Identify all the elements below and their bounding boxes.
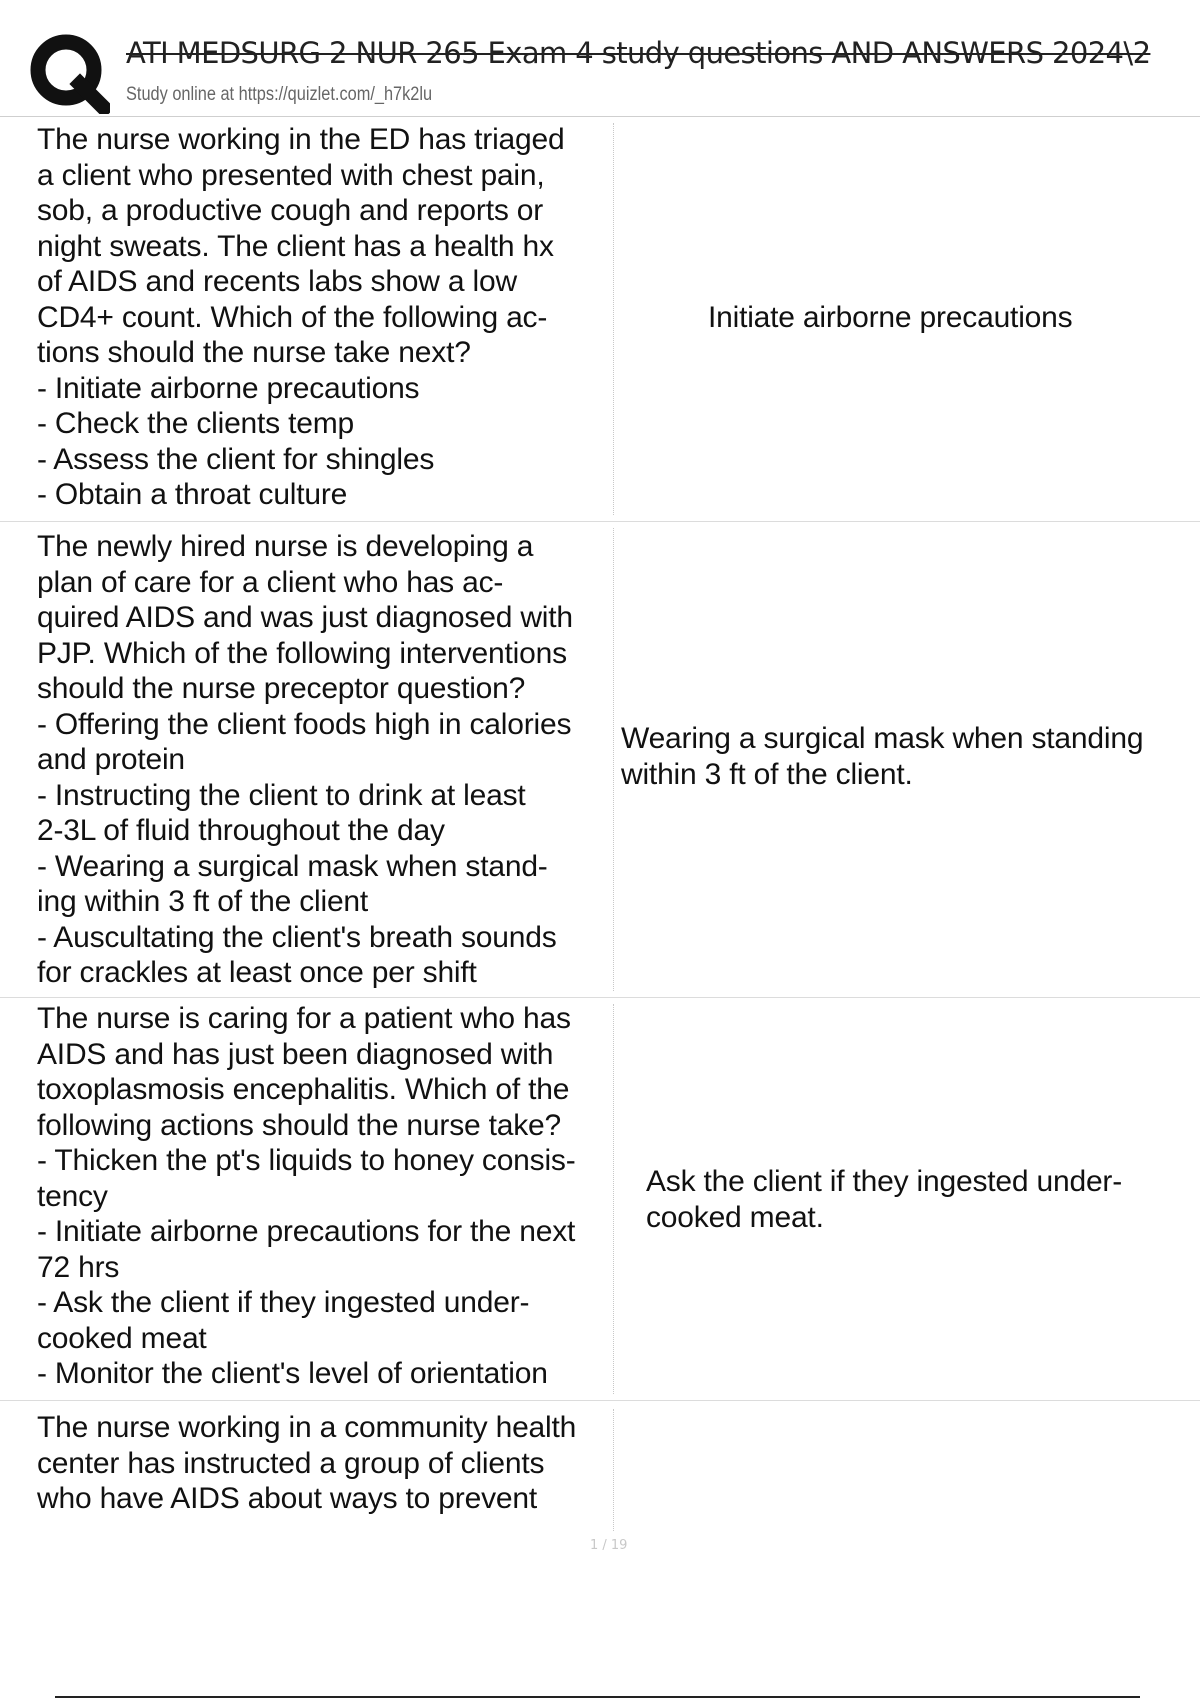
document-title: ATI MEDSURG 2 NUR 265 Exam 4 study questions AND ANSWERS 2024\2 xyxy=(126,36,1151,70)
card-answer: Initiate airborne precautions xyxy=(708,301,1073,334)
flashcard-4 xyxy=(0,1401,1200,1531)
card-divider xyxy=(613,123,614,515)
flashcard-2 xyxy=(0,522,1200,998)
page-header xyxy=(0,0,1200,118)
card-divider xyxy=(613,1409,614,1531)
flashcard-3 xyxy=(0,998,1200,1401)
card-divider xyxy=(613,1004,614,1394)
card-answer: Wearing a surgical mask when standing within 3 ft of the client. xyxy=(621,722,1144,791)
study-online-link[interactable]: Study online at https://quizlet.com/_h7k2lu xyxy=(126,84,433,105)
card-question: The nurse working in a community health center has instructed a group of clients who have AIDS about ways to prevent xyxy=(37,1411,577,1515)
card-question: The newly hired nurse is developing a plan of care for a client who has ac- quired AIDS and was just diagnosed with PJP. Which of the following interventions should the nurse preceptor question? - Offering the client foods high in calories and protein - Instructing the client to drink at least 2-3L of fluid throughout the day - Wearing a surgical mask when stand- ing within 3 ft of the client - Auscultating the client's breath sounds for crackles at least once per shift xyxy=(37,530,573,989)
quizlet-q-logo-icon xyxy=(30,34,110,119)
card-question: The nurse is caring for a patient who has AIDS and has just been diagnosed with toxoplasmosis encephalitis. Which of the following actions should the nurse take? - Thicken the pt's liquids to honey consis- tency - Initiate airborne precautions for the next 72 hrs - Ask the client if they ingested under- cooked meat - Monitor the client's level of orientation xyxy=(37,1002,576,1390)
card-question: The nurse working in the ED has triaged a client who presented with chest pain, sob, a productive cough and reports or night sweats. The client has a health hx of AIDS and recents labs show a low CD4+ count. Which of the following ac- tions should the nurse take next? - Initiate airborne precautions - Check the clients temp - Assess the client for shingles - Obtain a throat culture xyxy=(37,123,565,511)
flashcard-1 xyxy=(0,117,1200,522)
card-divider xyxy=(613,528,614,991)
footer-divider xyxy=(55,1696,1140,1698)
page-number: 1 / 19 xyxy=(590,1538,628,1553)
card-answer: Ask the client if they ingested under- cooked meat. xyxy=(646,1165,1123,1234)
